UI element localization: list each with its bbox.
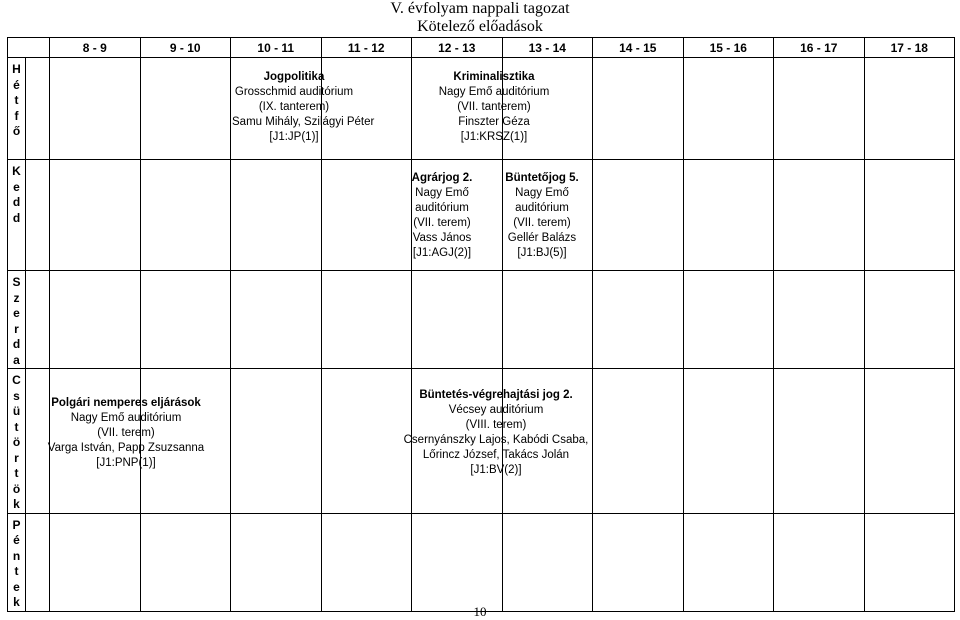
day-letter: t	[14, 466, 19, 480]
event-detail: auditórium	[515, 202, 569, 214]
event-detail: (VII. terem)	[413, 217, 471, 229]
event-title: Kriminalisztika	[453, 71, 535, 83]
event-detail: [J1:JP(1)]	[269, 131, 319, 143]
day-letter: ö	[12, 435, 21, 449]
row-friday	[8, 513, 955, 611]
time-slot: 10 - 11	[231, 38, 322, 58]
event-detail: (IX. tanterem)	[258, 101, 330, 113]
event-detail: (VIII. terem)	[465, 419, 527, 431]
event-detail: [J1:PNP(1)]	[96, 457, 156, 469]
event-detail: [J1:AGJ(2)]	[412, 247, 472, 259]
day-letter: t	[14, 93, 19, 107]
event-polgari	[47, 396, 205, 471]
event-title: Jogpolitika	[263, 71, 325, 83]
time-slot: 13 - 14	[502, 38, 593, 58]
event-detail: Samu Mihály, Szilágyi Péter	[232, 116, 375, 128]
day-letter: H	[12, 62, 21, 76]
time-slot: 17 - 18	[864, 38, 955, 58]
day-letter: e	[13, 306, 20, 320]
day-label-thursday	[8, 369, 26, 514]
day-letter: d	[12, 195, 21, 209]
day-letter: r	[14, 450, 19, 465]
time-slot: 8 - 9	[50, 38, 141, 58]
event-detail: Vécsey auditórium	[448, 404, 544, 416]
event-title: Polgári nemperes eljárások	[51, 397, 201, 409]
day-letter: k	[13, 595, 20, 609]
page-subtitle: Kötelező előadások	[417, 18, 543, 35]
event-detail: Vass János	[412, 232, 472, 244]
event-detail: [J1:KRSZ(1)]	[460, 131, 528, 143]
event-detail: Nagy Emő	[415, 187, 469, 199]
time-slot: 12 - 13	[412, 38, 503, 58]
event-buntetes-vegrehajtas	[397, 388, 595, 478]
event-buntetojog	[497, 171, 587, 261]
event-detail: auditórium	[415, 202, 469, 214]
row-wednesday	[8, 271, 955, 369]
event-detail: [J1:BV(2)]	[470, 464, 522, 476]
day-label-friday	[8, 513, 26, 611]
day-letter: é	[13, 77, 20, 92]
event-detail: Grosschmid auditórium	[234, 86, 354, 98]
day-letter: e	[13, 179, 20, 194]
time-slot: 15 - 16	[683, 38, 774, 58]
event-detail: Csernyánszky Lajos, Kabódi Csaba,	[403, 434, 589, 446]
event-jogpolitika	[232, 70, 375, 145]
corner-cell	[8, 38, 50, 58]
event-detail: (VII. tanterem)	[457, 101, 531, 113]
day-label-monday	[8, 58, 26, 160]
time-slot: 14 - 15	[593, 38, 684, 58]
day-letter: ö	[12, 481, 21, 496]
event-detail: Nagy Emő auditórium	[438, 86, 550, 98]
day-letter: é	[13, 533, 20, 547]
day-letter: a	[13, 352, 20, 367]
event-title: Agrárjog 2.	[411, 172, 473, 184]
day-letter: r	[14, 321, 19, 336]
event-detail: Varga István, Papp Zsuzsanna	[47, 442, 205, 454]
day-label-wednesday	[8, 271, 26, 369]
page-title: V. évfolyam nappali tagozat	[390, 0, 570, 17]
event-detail: Finszter Géza	[458, 116, 530, 128]
day-letter: f	[14, 108, 19, 123]
event-detail: Nagy Emő	[515, 187, 569, 199]
time-slot: 16 - 17	[774, 38, 865, 58]
day-letter: ő	[12, 124, 21, 138]
day-letter: z	[13, 290, 20, 305]
header-row	[8, 38, 955, 58]
event-detail: Gellér Balázs	[507, 232, 577, 244]
event-detail: Lőrincz József, Takács Jolán	[422, 449, 570, 461]
day-letter: t	[14, 564, 19, 578]
day-letter: n	[12, 548, 21, 563]
day-letter: t	[14, 419, 19, 434]
time-slot: 9 - 10	[140, 38, 231, 58]
event-kriminalisztika	[412, 70, 576, 145]
day-letter: P	[12, 517, 21, 532]
event-detail: Nagy Emő auditórium	[70, 412, 182, 424]
event-detail: (VII. terem)	[97, 427, 155, 439]
day-letter: K	[12, 164, 21, 178]
day-letter: e	[13, 579, 20, 594]
event-detail: [J1:BJ(5)]	[517, 247, 567, 259]
event-title: Büntetőjog 5.	[505, 172, 579, 184]
day-letter: d	[12, 337, 21, 351]
day-letter: k	[13, 497, 20, 511]
day-letter: s	[13, 388, 20, 403]
day-letter: d	[12, 210, 21, 225]
day-letter: ü	[12, 404, 21, 418]
event-agrarjog	[402, 171, 482, 261]
event-detail: (VII. terem)	[513, 217, 571, 229]
page-number: 10	[473, 604, 487, 619]
day-letter: S	[12, 275, 21, 289]
time-slot: 11 - 12	[321, 38, 412, 58]
day-letter: C	[12, 373, 21, 387]
event-title: Büntetés-végrehajtási jog 2.	[419, 389, 573, 401]
day-label-tuesday	[8, 160, 26, 271]
